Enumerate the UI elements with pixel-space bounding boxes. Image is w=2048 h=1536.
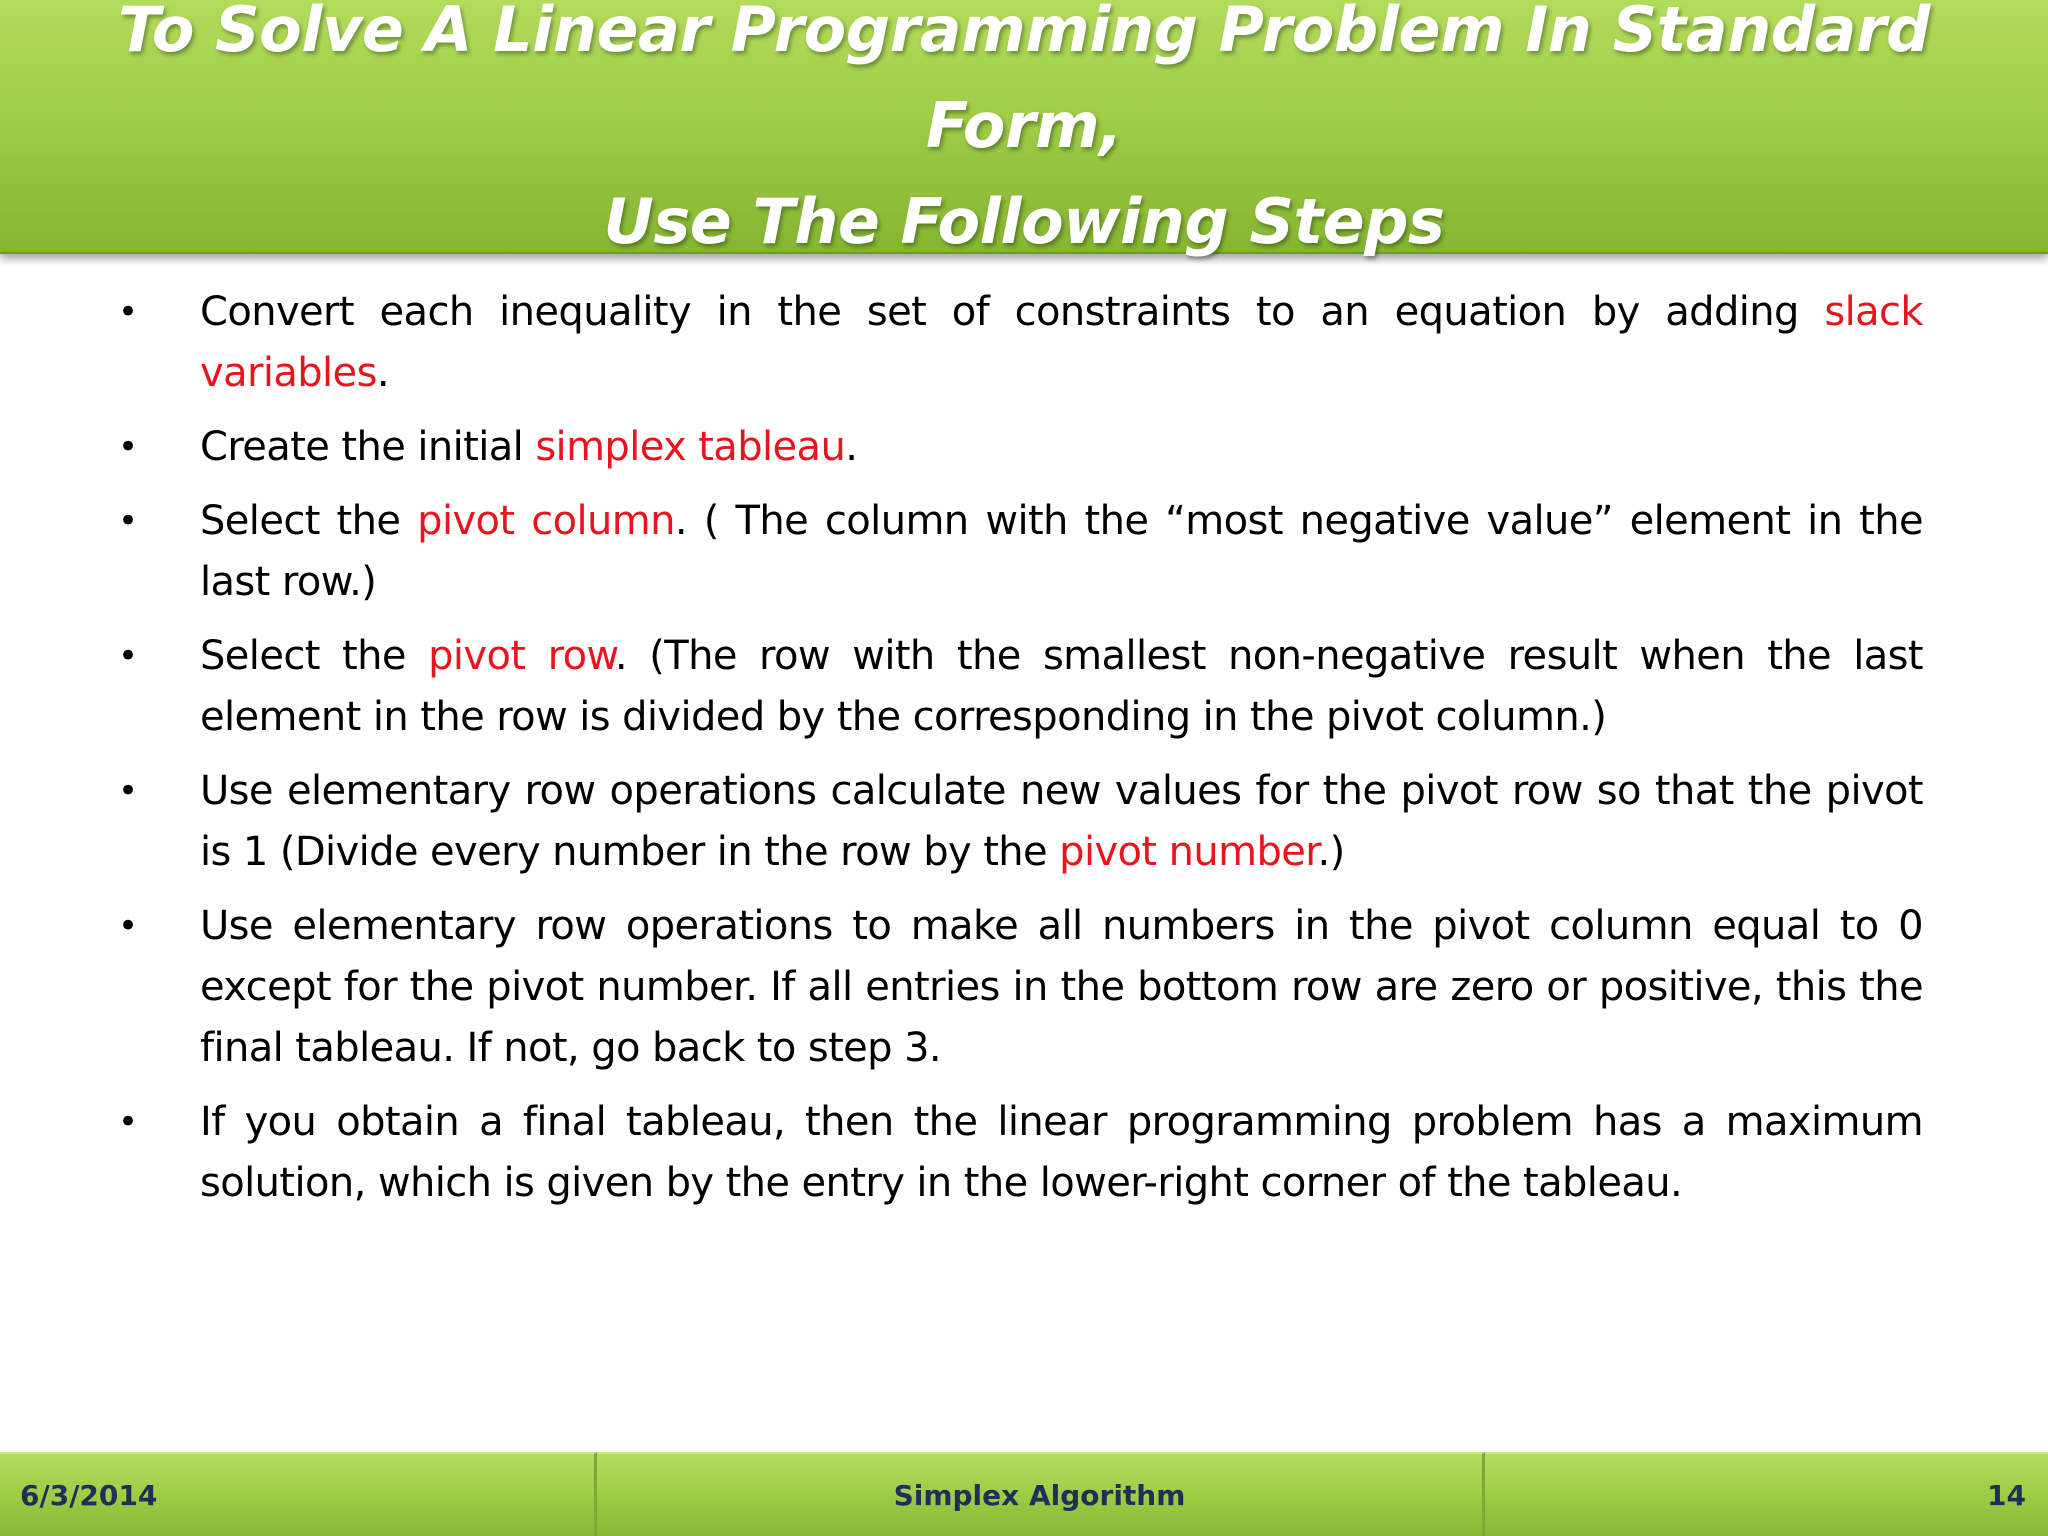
footer-topic-cell: [597, 1452, 1485, 1536]
footer-topic: Simplex Algorithm: [893, 1478, 1186, 1512]
footer-date-cell: [0, 1452, 597, 1536]
bullet-icon: •: [118, 292, 138, 332]
steps-list: [118, 282, 1923, 1214]
bullet-icon: •: [118, 1102, 138, 1142]
step-text: .): [1317, 829, 1345, 875]
step-highlight-term: pivot column: [417, 498, 675, 544]
slide-title: [29, 0, 2019, 270]
slide-title-line-1: To Solve A Linear Programming Problem In Standard Form,: [118, 0, 1930, 162]
footer-page-number: 14: [1987, 1478, 2026, 1512]
step-highlight-term: simplex tableau: [535, 424, 846, 470]
step-text: Select the: [200, 498, 418, 544]
step-text: Use elementary row operations calculate new values for the pivot row so that the pivot is 1 (Divide every number in the row by the: [200, 768, 1923, 875]
step-item: [118, 491, 1923, 613]
step-text: Select the: [200, 633, 429, 679]
step-item: [118, 896, 1923, 1079]
slide-footer: [0, 1452, 2048, 1536]
step-item: [118, 417, 1923, 478]
step-text: Convert each inequality in the set of constraints to an equation by adding: [200, 289, 1825, 335]
step-highlight-term: pivot number: [1059, 829, 1318, 875]
step-text: Use elementary row operations to make all numbers in the pivot column equal to 0 except for the pivot number. If all entries in the bottom row are zero or positive, this the final tableau. If not, go back to step 3.: [200, 903, 1923, 1071]
footer-date: 6/3/2014: [20, 1478, 158, 1512]
step-item: [118, 761, 1923, 883]
step-item: [118, 1092, 1923, 1214]
slide-content: [118, 282, 1923, 1227]
bullet-icon: •: [118, 771, 138, 811]
step-highlight-term: slack variables: [200, 289, 1923, 396]
step-text: . (The row with the smallest non-negative result when the last element in the row is divided by the corresponding in the pivot column.): [200, 633, 1924, 740]
step-highlight-term: pivot row: [428, 633, 615, 679]
bullet-icon: •: [118, 906, 138, 946]
step-text: Create the initial: [200, 424, 536, 470]
title-bar: [0, 0, 2048, 258]
step-item: [118, 626, 1923, 748]
footer-page-cell: [1485, 1452, 2048, 1536]
step-text: . ( The column with the “most negative value” element in the last row.): [200, 498, 1924, 605]
step-text: .: [845, 424, 858, 470]
step-text: If you obtain a final tableau, then the linear programming problem has a maximum solution, which is given by the entry in the lower-right corner of the tableau.: [200, 1099, 1923, 1206]
step-text: .: [376, 350, 389, 396]
step-item: [118, 282, 1923, 404]
bullet-icon: •: [118, 427, 138, 467]
bullet-icon: •: [118, 501, 138, 541]
bullet-icon: •: [118, 636, 138, 676]
slide-title-line-2: Use The Following Steps: [603, 185, 1445, 258]
